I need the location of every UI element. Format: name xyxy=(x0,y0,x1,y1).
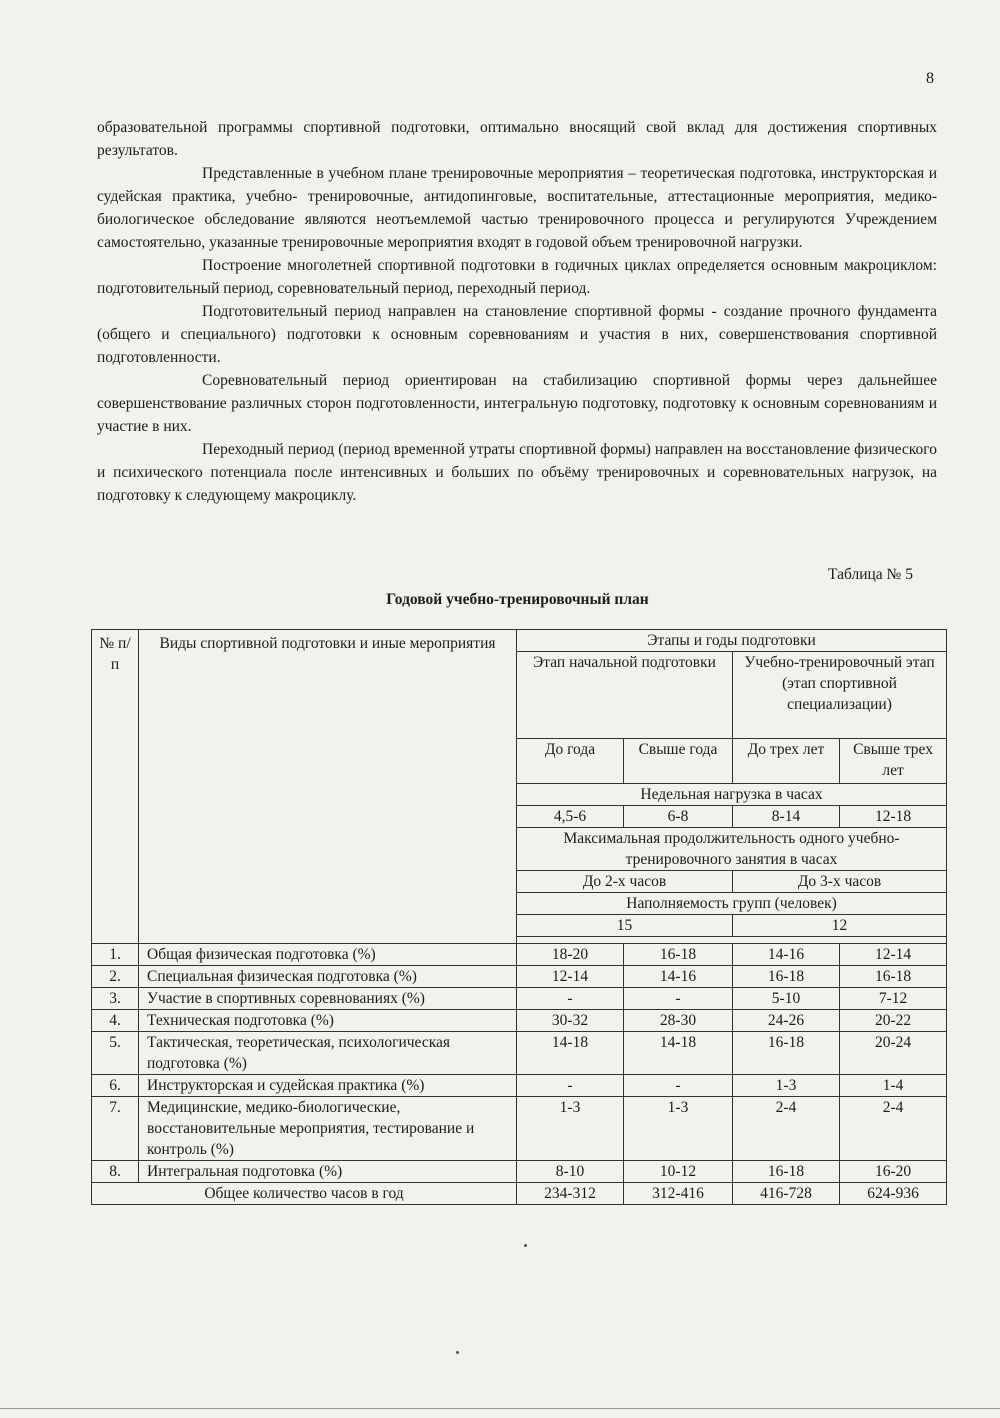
header-weekly-load: Недельная нагрузка в часах xyxy=(517,784,947,806)
paragraph: Подготовительный период направлен на становление спортивной формы - создание прочного фундамента (общего и специального) подготовки к основным соревнованиям и участия в них, совершенствования спортивной подготовленности. xyxy=(97,303,937,366)
header-year: До трех лет xyxy=(733,739,840,784)
row-name: Медицинские, медико-биологические, восстановительные мероприятия, тестирование и контроль (%) xyxy=(139,1097,517,1161)
row-number: 4. xyxy=(92,1010,139,1032)
total-value: 624-936 xyxy=(840,1183,947,1205)
row-value: 12-14 xyxy=(517,966,624,988)
table-title: Годовой учебно-тренировочный план xyxy=(386,591,649,608)
table-total-row xyxy=(92,1183,947,1205)
header-stage-initial: Этап начальной подготовки xyxy=(517,652,733,739)
row-number: 2. xyxy=(92,966,139,988)
row-value: 20-24 xyxy=(840,1032,947,1075)
total-value: 416-728 xyxy=(733,1183,840,1205)
weekly-load-value: 6-8 xyxy=(624,806,733,828)
weekly-load-value: 8-14 xyxy=(733,806,840,828)
header-spacer xyxy=(517,937,947,944)
row-value: 20-22 xyxy=(840,1010,947,1032)
table-row xyxy=(92,1010,947,1032)
total-value: 234-312 xyxy=(517,1183,624,1205)
row-value: - xyxy=(624,988,733,1010)
header-year: Свыше года xyxy=(624,739,733,784)
header-stage-training: Учебно-тренировочный этап (этап спортивной специализации) xyxy=(733,652,947,739)
row-value: 2-4 xyxy=(733,1097,840,1161)
row-value: 16-20 xyxy=(840,1161,947,1183)
row-value: 16-18 xyxy=(733,1161,840,1183)
row-value: 1-4 xyxy=(840,1075,947,1097)
row-number: 5. xyxy=(92,1032,139,1075)
row-number: 6. xyxy=(92,1075,139,1097)
row-name: Специальная физическая подготовка (%) xyxy=(139,966,517,988)
row-value: 30-32 xyxy=(517,1010,624,1032)
table-row xyxy=(92,1097,947,1161)
row-value: 16-18 xyxy=(733,1032,840,1075)
scan-speck xyxy=(524,1244,527,1247)
paragraph: Соревновательный период ориентирован на стабилизацию спортивной формы через дальнейшее совершенствование различных сторон подготовленности, интегральную подготовку, подготовку к основным соревнованиям и участие в них. xyxy=(97,372,937,435)
paragraph: Представленные в учебном плане тренировочные мероприятия – теоретическая подготовка, инструкторская и судейская практика, учебно- тренировочные, антидопинговые, воспитательные, аттестационные мероприятия, медико-биологическое обследование являются неотъемлемой частью тренировочного процесса и регулируются Учреждением самостоятельно, указанные тренировочные мероприятия входят в годовой объем тренировочной нагрузки. xyxy=(97,165,937,251)
row-value: 14-18 xyxy=(624,1032,733,1075)
header-year: Свыше трех лет xyxy=(840,739,947,784)
training-plan-table xyxy=(91,629,947,1205)
total-value: 312-416 xyxy=(624,1183,733,1205)
row-value: 28-30 xyxy=(624,1010,733,1032)
table-row xyxy=(92,944,947,966)
row-name: Техническая подготовка (%) xyxy=(139,1010,517,1032)
header-stages: Этапы и годы подготовки xyxy=(517,630,947,652)
group-size-value: 15 xyxy=(517,915,733,937)
max-duration-value: До 2-х часов xyxy=(517,871,733,893)
body-text xyxy=(97,116,937,507)
weekly-load-value: 4,5-6 xyxy=(517,806,624,828)
row-number: 7. xyxy=(92,1097,139,1161)
row-name: Участие в спортивных соревнованиях (%) xyxy=(139,988,517,1010)
row-value: 2-4 xyxy=(840,1097,947,1161)
table-row xyxy=(92,966,947,988)
group-size-value: 12 xyxy=(733,915,947,937)
row-value: 12-14 xyxy=(840,944,947,966)
row-name: Инструкторская и судейская практика (%) xyxy=(139,1075,517,1097)
row-value: 5-10 xyxy=(733,988,840,1010)
row-value: 8-10 xyxy=(517,1161,624,1183)
paragraph: Переходный период (период временной утраты спортивной формы) направлен на восстановление физического и психического потенциала после интенсивных и больших по объёму тренировочных и соревновательных нагрузок, на подготовку к следующему макроциклу. xyxy=(97,441,937,504)
paragraph: Построение многолетней спортивной подготовки в годичных циклах определяется основным макроциклом: подготовительный период, соревновательный период, переходный период. xyxy=(97,257,937,297)
row-value: 18-20 xyxy=(517,944,624,966)
row-name: Общая физическая подготовка (%) xyxy=(139,944,517,966)
page-number: 8 xyxy=(926,70,934,87)
row-value: - xyxy=(517,988,624,1010)
paragraph: образовательной программы спортивной подготовки, оптимально вносящий свой вклад для достижения спортивных результатов. xyxy=(97,119,937,159)
weekly-load-value: 12-18 xyxy=(840,806,947,828)
row-number: 1. xyxy=(92,944,139,966)
row-value: 7-12 xyxy=(840,988,947,1010)
scan-speck xyxy=(456,1351,459,1354)
table-row xyxy=(92,1161,947,1183)
header-year: До года xyxy=(517,739,624,784)
row-value: 1-3 xyxy=(624,1097,733,1161)
row-name: Тактическая, теоретическая, психологическая подготовка (%) xyxy=(139,1032,517,1075)
header-max-duration: Максимальная продолжительность одного учебно-тренировочного занятия в часах xyxy=(517,828,947,871)
row-value: 16-18 xyxy=(733,966,840,988)
row-number: 3. xyxy=(92,988,139,1010)
row-value: 16-18 xyxy=(624,944,733,966)
row-value: 14-16 xyxy=(733,944,840,966)
row-name: Интегральная подготовка (%) xyxy=(139,1161,517,1183)
total-label: Общее количество часов в год xyxy=(92,1183,517,1205)
header-group-size: Наполняемость групп (человек) xyxy=(517,893,947,915)
table-number: Таблица № 5 xyxy=(828,566,913,583)
row-value: 1-3 xyxy=(733,1075,840,1097)
row-value: 1-3 xyxy=(517,1097,624,1161)
row-value: 10-12 xyxy=(624,1161,733,1183)
table-row xyxy=(92,988,947,1010)
row-value: 14-16 xyxy=(624,966,733,988)
row-value: - xyxy=(624,1075,733,1097)
row-value: - xyxy=(517,1075,624,1097)
max-duration-value: До 3-х часов xyxy=(733,871,947,893)
table-row xyxy=(92,1032,947,1075)
header-number: № п/п xyxy=(92,630,139,944)
row-number: 8. xyxy=(92,1161,139,1183)
row-value: 24-26 xyxy=(733,1010,840,1032)
table-row xyxy=(92,1075,947,1097)
row-value: 14-18 xyxy=(517,1032,624,1075)
scan-edge-line xyxy=(0,1408,1000,1409)
row-value: 16-18 xyxy=(840,966,947,988)
header-activity-name: Виды спортивной подготовки и иные мероприятия xyxy=(139,630,517,944)
